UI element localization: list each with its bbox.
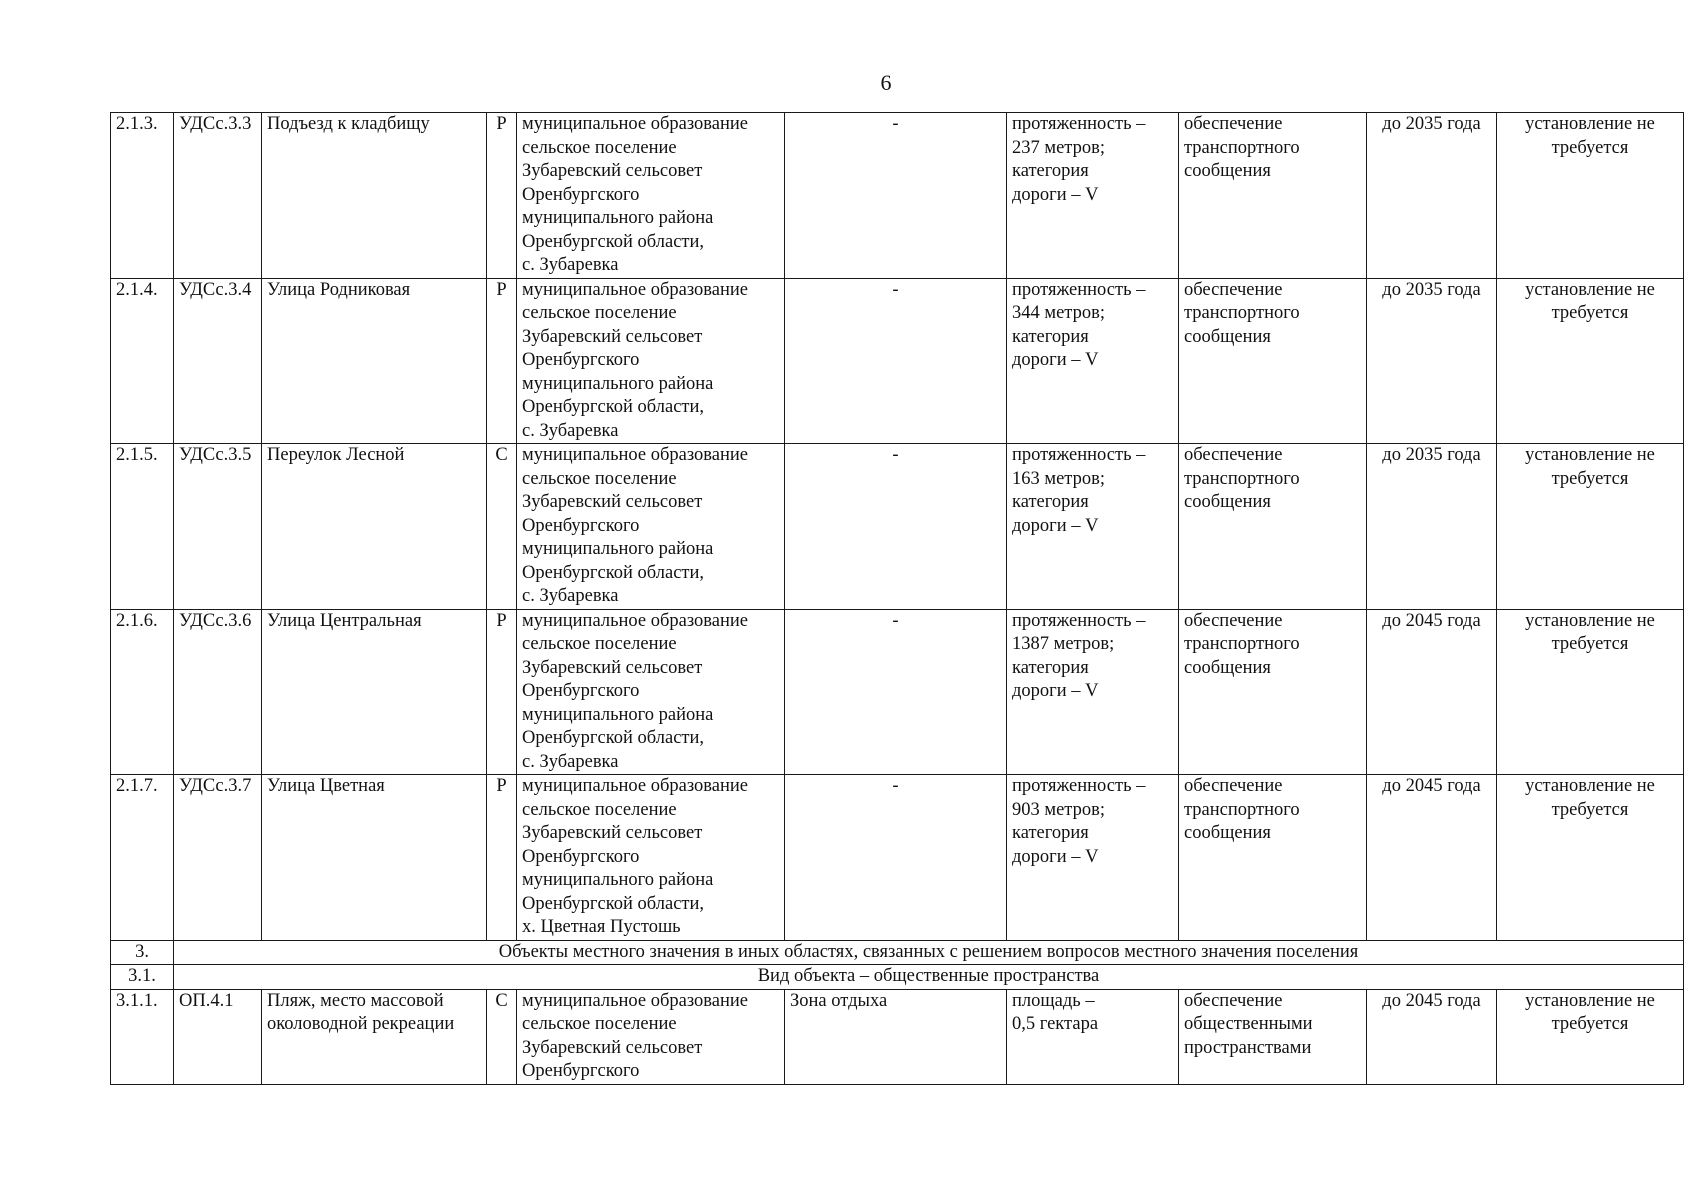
object-deadline: до 2045 года xyxy=(1367,775,1497,941)
object-deadline: до 2035 года xyxy=(1367,113,1497,279)
functional-zone: - xyxy=(785,775,1007,941)
object-characteristics: площадь – 0,5 гектара xyxy=(1007,989,1179,1084)
object-name: Улица Центральная xyxy=(262,609,487,775)
object-location: муниципальное образование сельское поселение Зубаревский сельсовет Оренбургского муниципального района Оренбургской области, с. Зубаревка xyxy=(517,444,785,610)
object-location: муниципальное образование сельское поселение Зубаревский сельсовет Оренбургского муниципального района Оренбургской области, с. Зубаревка xyxy=(517,609,785,775)
object-deadline: до 2045 года xyxy=(1367,989,1497,1084)
object-status: Р xyxy=(487,775,517,941)
object-code: УДСс.3.4 xyxy=(174,278,262,444)
table-row xyxy=(111,989,1684,1084)
subsection-number: 3.1. xyxy=(111,965,174,990)
subsection-title: Вид объекта – общественные пространства xyxy=(174,965,1684,990)
object-location: муниципальное образование сельское поселение Зубаревский сельсовет Оренбургского муниципального района Оренбургской области, с. Зубаревка xyxy=(517,278,785,444)
row-number: 3.1.1. xyxy=(111,989,174,1084)
section-number: 3. xyxy=(111,940,174,965)
object-status: Р xyxy=(487,609,517,775)
object-characteristics: протяженность – 163 метров; категория дороги – V xyxy=(1007,444,1179,610)
zones-note: установление не требуется xyxy=(1497,989,1684,1084)
object-code: УДСс.3.7 xyxy=(174,775,262,941)
object-purpose: обеспечение общественными пространствами xyxy=(1179,989,1367,1084)
object-purpose: обеспечение транспортного сообщения xyxy=(1179,775,1367,941)
object-name: Улица Цветная xyxy=(262,775,487,941)
object-name: Улица Родниковая xyxy=(262,278,487,444)
subsection-row xyxy=(111,965,1684,990)
object-name: Пляж, место массовой околоводной рекреации xyxy=(262,989,487,1084)
row-number: 2.1.6. xyxy=(111,609,174,775)
objects-table xyxy=(110,112,1684,1085)
object-location: муниципальное образование сельское поселение Зубаревский сельсовет Оренбургского xyxy=(517,989,785,1084)
zones-note: установление не требуется xyxy=(1497,775,1684,941)
object-deadline: до 2045 года xyxy=(1367,609,1497,775)
table-row xyxy=(111,278,1684,444)
functional-zone: Зона отдыха xyxy=(785,989,1007,1084)
object-code: УДСс.3.3 xyxy=(174,113,262,279)
page-number: 6 xyxy=(880,70,892,95)
object-status: Р xyxy=(487,113,517,279)
object-deadline: до 2035 года xyxy=(1367,444,1497,610)
object-code: УДСс.3.5 xyxy=(174,444,262,610)
object-status: С xyxy=(487,989,517,1084)
zones-note: установление не требуется xyxy=(1497,278,1684,444)
object-status: С xyxy=(487,444,517,610)
functional-zone: - xyxy=(785,609,1007,775)
object-purpose: обеспечение транспортного сообщения xyxy=(1179,278,1367,444)
table-row xyxy=(111,609,1684,775)
object-deadline: до 2035 года xyxy=(1367,278,1497,444)
row-number: 2.1.5. xyxy=(111,444,174,610)
object-purpose: обеспечение транспортного сообщения xyxy=(1179,609,1367,775)
table-row xyxy=(111,775,1684,941)
row-number: 2.1.4. xyxy=(111,278,174,444)
table-row xyxy=(111,113,1684,279)
zones-note: установление не требуется xyxy=(1497,444,1684,610)
object-characteristics: протяженность – 1387 метров; категория дороги – V xyxy=(1007,609,1179,775)
object-location: муниципальное образование сельское поселение Зубаревский сельсовет Оренбургского муниципального района Оренбургской области, х. Цветная Пустошь xyxy=(517,775,785,941)
object-name: Подъезд к кладбищу xyxy=(262,113,487,279)
object-location: муниципальное образование сельское поселение Зубаревский сельсовет Оренбургского муниципального района Оренбургской области, с. Зубаревка xyxy=(517,113,785,279)
object-purpose: обеспечение транспортного сообщения xyxy=(1179,444,1367,610)
functional-zone: - xyxy=(785,444,1007,610)
object-characteristics: протяженность – 344 метров; категория дороги – V xyxy=(1007,278,1179,444)
functional-zone: - xyxy=(785,113,1007,279)
functional-zone: - xyxy=(785,278,1007,444)
row-number: 2.1.3. xyxy=(111,113,174,279)
row-number: 2.1.7. xyxy=(111,775,174,941)
object-code: УДСс.3.6 xyxy=(174,609,262,775)
zones-note: установление не требуется xyxy=(1497,609,1684,775)
object-name: Переулок Лесной xyxy=(262,444,487,610)
section-row xyxy=(111,940,1684,965)
table-row xyxy=(111,444,1684,610)
section-title: Объекты местного значения в иных областях, связанных с решением вопросов местного значения поселения xyxy=(174,940,1684,965)
object-code: ОП.4.1 xyxy=(174,989,262,1084)
object-characteristics: протяженность – 903 метров; категория дороги – V xyxy=(1007,775,1179,941)
object-characteristics: протяженность – 237 метров; категория дороги – V xyxy=(1007,113,1179,279)
object-status: Р xyxy=(487,278,517,444)
zones-note: установление не требуется xyxy=(1497,113,1684,279)
object-purpose: обеспечение транспортного сообщения xyxy=(1179,113,1367,279)
